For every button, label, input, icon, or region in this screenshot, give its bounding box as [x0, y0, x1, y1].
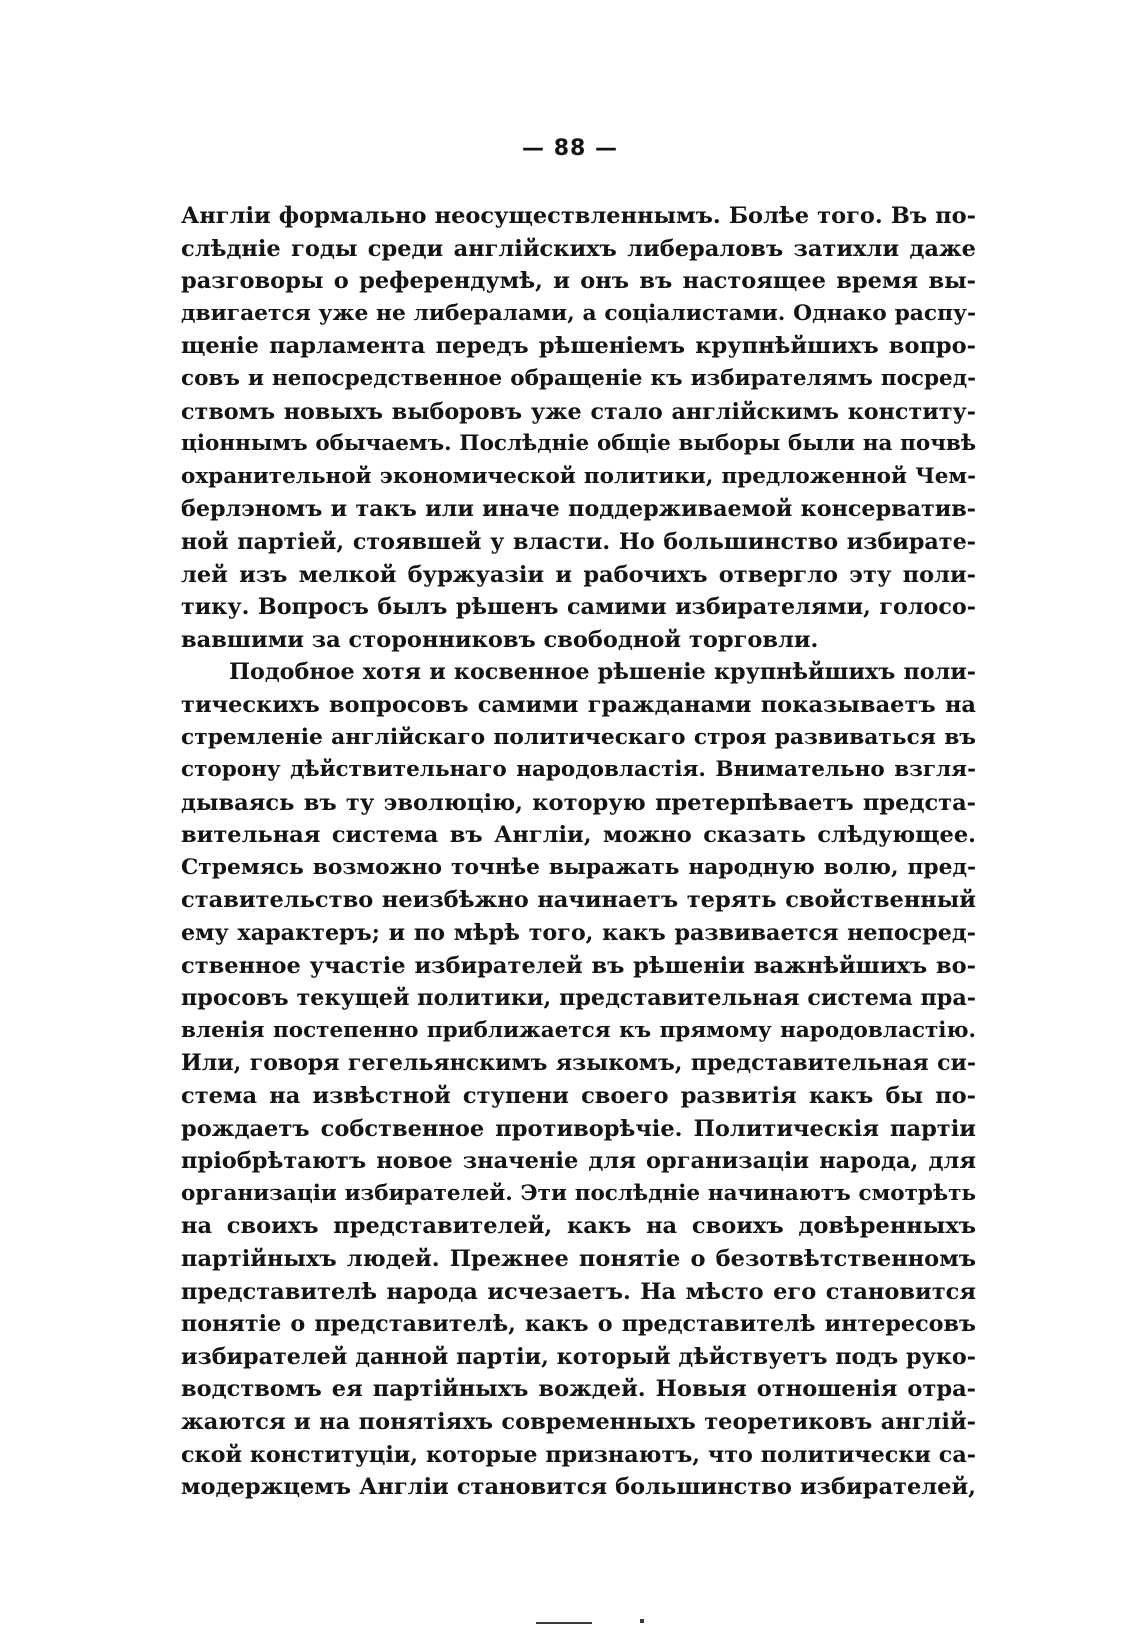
- text-line: сторону дѣйствительнаго народовластiя. Внимательно взгля-: [181, 757, 976, 783]
- text-line: лей изъ мелкой буржуазiи и рабочихъ отвергло эту поли-: [181, 561, 976, 588]
- text-line: берлэномъ и такъ или иначе поддерживаемой консерватив-: [181, 496, 976, 523]
- text-line: избирателей данной партiи, который дѣйствуетъ подъ руко-: [181, 1343, 976, 1370]
- text-line: ской конституцiи, которые признаютъ, что политически са-: [181, 1441, 976, 1468]
- text-line: ему характеръ; и по мѣрѣ того, какъ развивается непосред-: [181, 920, 976, 947]
- text-line: на своихъ представителей, какъ на своихъ довѣренныхъ: [181, 1213, 976, 1240]
- text-line: водствомъ ея партiйныхъ вождей. Новыя отношенiя отра-: [181, 1376, 976, 1403]
- text-line: модержцемъ Англiи становится большинство избирателей,: [181, 1474, 976, 1501]
- text-line: двигается уже не либералами, а соцiалистами. Однако распу-: [181, 300, 976, 326]
- text-line: ной партiей, стоявшей у власти. Но большинство избирате-: [181, 528, 976, 555]
- text-line: представителѣ народа исчезаетъ. На мѣсто его становится: [181, 1278, 976, 1305]
- footer-rule: [536, 1622, 592, 1624]
- text-line: стема на извѣстной ступени своего развитiя какъ бы по-: [181, 1083, 976, 1110]
- text-line: дываясь въ ту эволюцiю, которую претерпѣваетъ предста-: [181, 789, 976, 816]
- text-line: организацiи избирателей. Эти послѣднie начинаютъ смотрѣть: [181, 1180, 976, 1206]
- text-line: понятie о представителѣ, какъ о представителѣ интересовъ: [181, 1311, 976, 1338]
- page-number: — 88 —: [522, 136, 618, 161]
- text-line: Англiи формально неосуществленнымъ. Болѣе того. Въ по-: [181, 203, 976, 229]
- text-line: рождаетъ собственное противорѣчie. Политическiя партiи: [181, 1115, 976, 1142]
- text-line: ственное участiе избирателей въ рѣшенiи важнѣйшихъ во-: [181, 952, 976, 979]
- text-line: тику. Вопросъ былъ рѣшенъ самими избирателями, голосо-: [181, 594, 976, 621]
- text-line: разговоры о референдумѣ, и онъ въ настоящее время вы-: [181, 268, 976, 295]
- text-line: Или, говоря гегельянскимъ языкомъ, представительная си-: [181, 1050, 976, 1077]
- text-line: щенie парламента передъ рѣшенiемъ крупнѣйшихъ вопро-: [181, 333, 976, 360]
- text-line: Стремясь возможно точнѣе выражать народную волю, пред-: [181, 854, 976, 880]
- body-text: [181, 200, 976, 1504]
- text-line: охранительной экономической политики, предложенной Чем-: [181, 463, 976, 489]
- text-line: ствомъ новыхъ выборовъ уже стало англiйскимъ конститу-: [181, 398, 976, 425]
- text-line: партiйныхъ людей. Прежнее понятie о безотвѣтственномъ: [181, 1246, 976, 1272]
- text-line: прiобрѣтаютъ новое значенie для организацiи народа, для: [181, 1148, 976, 1175]
- text-line: вленiя постепенно приближается къ прямому народовластiю.: [181, 1017, 976, 1043]
- text-line: стремленie англiйскаго политическаго строя развиваться въ: [181, 724, 976, 750]
- paragraph-2: [181, 656, 976, 1503]
- text-line: цiоннымъ обычаемъ. Послѣднie общiе выборы были на почвѣ: [181, 431, 976, 457]
- text-line: вавшими за сторонниковъ свободной торговли.: [181, 626, 819, 653]
- text-line: жаются и на понятiяхъ современныхъ теоретиковъ англiй-: [181, 1408, 976, 1435]
- text-line: совъ и непосредственное обращенie къ избирателямъ посред-: [181, 365, 976, 391]
- text-line: слѣднie годы среди англiйскихъ либераловъ затихли даже: [181, 235, 976, 262]
- text-line: тическихъ вопросовъ самими гражданами показываетъ на: [181, 691, 976, 718]
- text-line: вительная система въ Англiи, можно сказать слѣдующее.: [181, 822, 976, 849]
- text-line: просовъ текущей политики, представительная система пра-: [181, 985, 976, 1012]
- text-line: Подобное хотя и косвенное рѣшенie крупнѣйшихъ поли-: [229, 659, 976, 686]
- text-line: ставительство неизбѣжно начинаетъ терять свойственный: [181, 887, 976, 914]
- footer-mark: [640, 1619, 644, 1623]
- paragraph-1: [181, 200, 976, 656]
